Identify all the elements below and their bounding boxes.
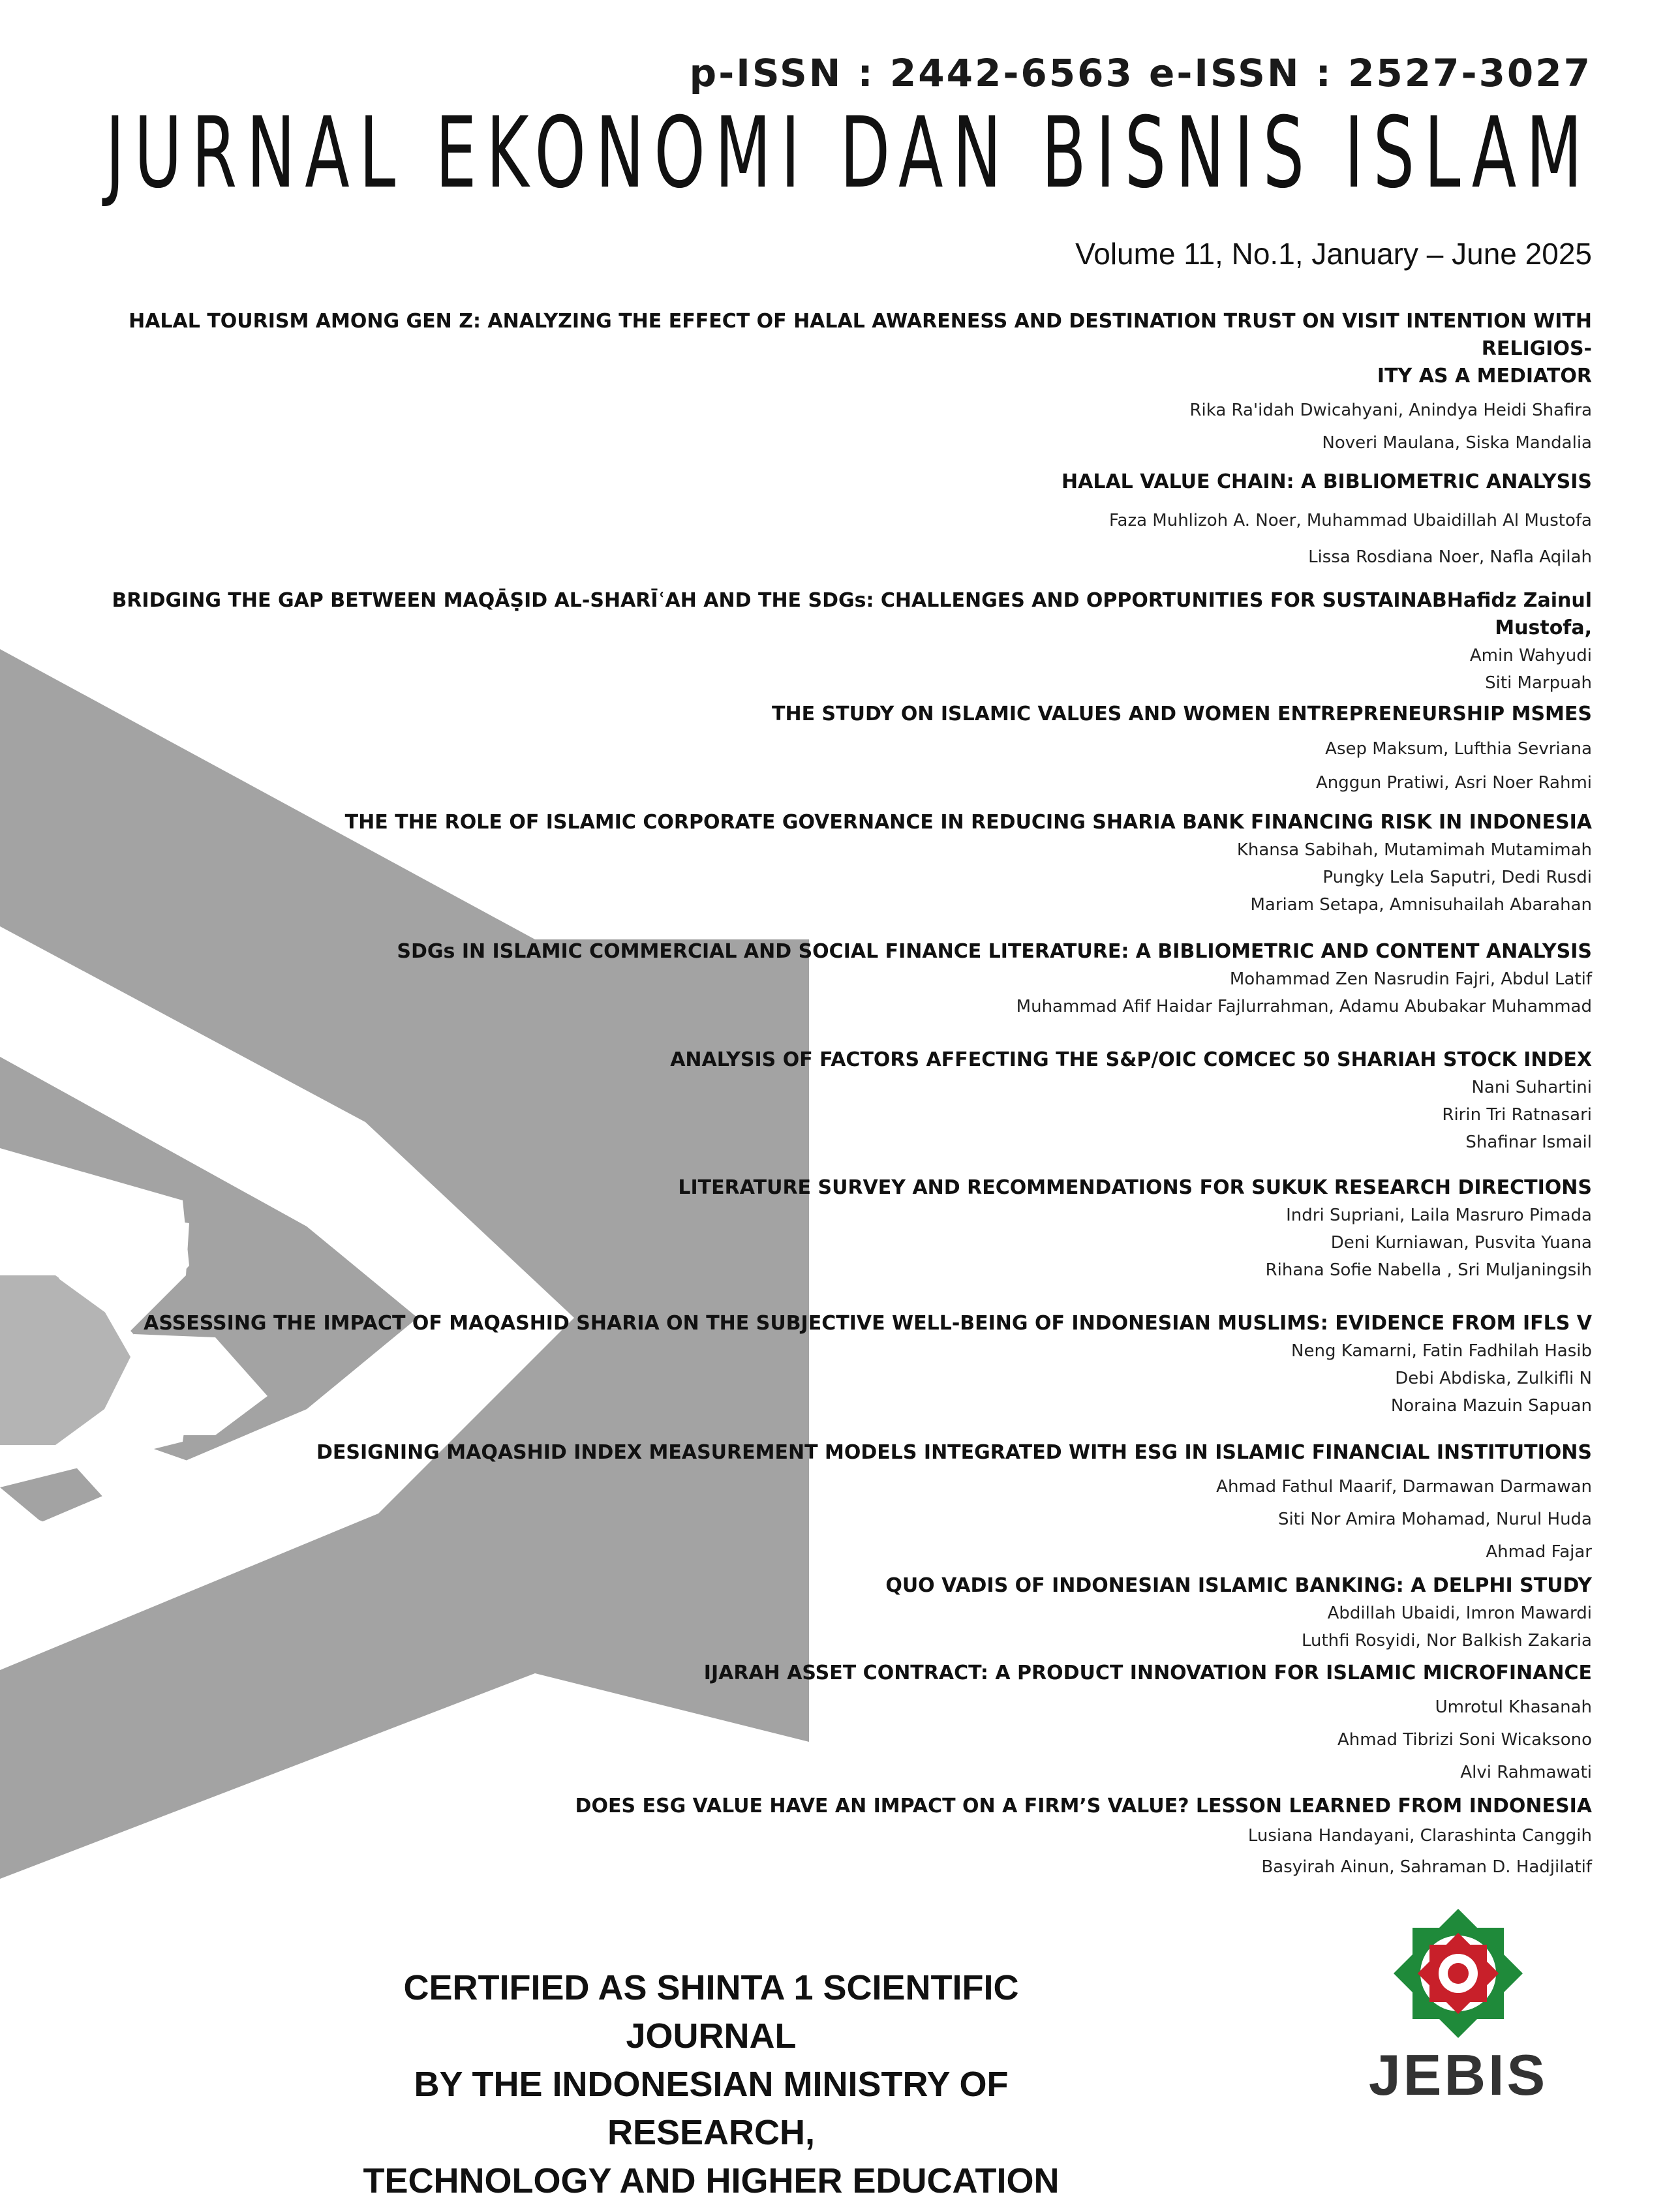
article-authors: Mohammad Zen Nasrudin Fajri, Abdul Latif — [1229, 969, 1592, 989]
article-title: THE STUDY ON ISLAMIC VALUES AND WOMEN ENTREPRENEURSHIP MSMES — [772, 703, 1592, 725]
article-entry — [13, 809, 1592, 919]
article-authors: Ahmad Tibrizi Soni Wicaksono — [1337, 1730, 1592, 1750]
article-authors: Lusiana Handayani, Clarashinta Canggih — [1247, 1826, 1592, 1846]
article-authors: Faza Muhlizoh A. Noer, Muhammad Ubaidillah Al Mustofa — [1108, 511, 1592, 530]
article-authors: Noraina Mazuin Sapuan — [1390, 1396, 1592, 1416]
article-authors: Noveri Maulana, Siska Mandalia — [1322, 433, 1592, 453]
article-authors: Mariam Setapa, Amnisuhailah Abarahan — [1250, 895, 1592, 915]
certification-line: BY THE INDONESIAN MINISTRY OF RESEARCH, — [414, 2065, 1009, 2152]
article-authors: Umrotul Khasanah — [1435, 1697, 1592, 1717]
jebis-logo — [1360, 1908, 1556, 2117]
article-title: HALAL VALUE CHAIN: A BIBLIOMETRIC ANALYSIS — [1061, 470, 1592, 493]
article-title: QUO VADIS OF INDONESIAN ISLAMIC BANKING: A DELPHI STUDY — [885, 1574, 1592, 1597]
article-title: IJARAH ASSET CONTRACT: A PRODUCT INNOVATION FOR ISLAMIC MICROFINANCE — [703, 1662, 1592, 1684]
article-authors: Pungky Lela Saputri, Dedi Rusdi — [1322, 868, 1592, 887]
article-authors: Asep Maksum, Lufthia Sevriana — [1325, 739, 1592, 759]
article-authors: Khansa Sabihah, Mutamimah Mutamimah — [1236, 840, 1592, 860]
article-title: ANALYSIS OF FACTORS AFFECTING THE S&P/OIC COMCEC 50 SHARIAH STOCK INDEX — [670, 1048, 1592, 1071]
article-title: THE THE ROLE OF ISLAMIC CORPORATE GOVERNANCE IN REDUCING SHARIA BANK FINANCING RISK IN INDONESIA — [344, 811, 1592, 834]
issn-numbers: p-ISSN : 2442-6563 e-ISSN : 2527-3027 — [689, 51, 1592, 95]
article-entry — [13, 1793, 1592, 1883]
article-title: LITERATURE SURVEY AND RECOMMENDATIONS FOR SUKUK RESEARCH DIRECTIONS — [678, 1176, 1592, 1199]
article-authors: Rika Ra'idah Dwicahyani, Anindya Heidi Shafira — [1189, 401, 1592, 420]
article-authors: Amin Wahyudi — [1469, 646, 1592, 665]
jebis-star-logo-icon — [1360, 1908, 1556, 2045]
article-authors: Deni Kurniawan, Pusvita Yuana — [1330, 1233, 1592, 1253]
certification-statement — [339, 1964, 1083, 2205]
article-authors: Siti Marpuah — [1485, 673, 1592, 693]
article-authors: Rihana Sofie Nabella , Sri Muljaningsih — [1265, 1260, 1592, 1280]
article-title: SDGs IN ISLAMIC COMMERCIAL AND SOCIAL FINANCE LITERATURE: A BIBLIOMETRIC AND CONTENT ANALYSIS — [397, 940, 1592, 963]
article-entry — [13, 1572, 1592, 1654]
article-authors: Lissa Rosdiana Noer, Nafla Aqilah — [1308, 547, 1592, 567]
table-of-contents — [13, 308, 1592, 1883]
article-authors: Ririn Tri Ratnasari — [1442, 1105, 1592, 1125]
journal-title: JURNAL EKONOMI DAN BISNIS ISLAM — [105, 97, 1592, 210]
article-entry — [13, 308, 1592, 459]
article-authors: Debi Abdiska, Zulkifli N — [1395, 1369, 1592, 1388]
volume-issue: Volume 11, No.1, January – June 2025 — [1075, 237, 1592, 271]
article-title: DESIGNING MAQASHID INDEX MEASUREMENT MODELS INTEGRATED WITH ESG IN ISLAMIC FINANCIAL INSTITUTIONS — [316, 1441, 1592, 1464]
article-authors: Basyirah Ainun, Sahraman D. Hadjilatif — [1261, 1857, 1592, 1877]
article-authors: Neng Kamarni, Fatin Fadhilah Hasib — [1291, 1341, 1592, 1361]
article-title: ASSESSING THE IMPACT OF MAQASHID SHARIA ON THE SUBJECTIVE WELL-BEING OF INDONESIAN MUSLIMS: EVIDENCE FROM IFLS V — [144, 1312, 1592, 1335]
article-authors: Siti Nor Amira Mohamad, Nurul Huda — [1277, 1510, 1592, 1529]
article-authors: Indri Supriani, Laila Masruro Pimada — [1286, 1206, 1592, 1225]
article-title: DOES ESG VALUE HAVE AN IMPACT ON A FIRM’S VALUE? LESSON LEARNED FROM INDONESIA — [575, 1795, 1592, 1817]
article-authors: Ahmad Fajar — [1486, 1542, 1592, 1562]
article-entry — [13, 468, 1592, 575]
article-authors: Anggun Pratiwi, Asri Noer Rahmi — [1315, 773, 1592, 793]
article-authors: Ahmad Fathul Maarif, Darmawan Darmawan — [1216, 1477, 1592, 1497]
certification-line: CERTIFIED AS SHINTA 1 SCIENTIFIC JOURNAL — [403, 1968, 1019, 2056]
article-entry — [13, 1310, 1592, 1420]
article-authors: Nani Suhartini — [1471, 1078, 1592, 1097]
article-entry — [13, 938, 1592, 1020]
article-entry — [13, 1174, 1592, 1284]
article-entry — [13, 1439, 1592, 1568]
article-entry — [13, 1046, 1592, 1156]
article-title: BRIDGING THE GAP BETWEEN MAQĀṢID AL-SHARĪʿAH AND THE SDGs: CHALLENGES AND OPPORTUNITIES FOR SUSTAINABHafidz Zainul Mustofa, — [112, 589, 1592, 639]
article-authors: Abdillah Ubaidi, Imron Mawardi — [1327, 1604, 1592, 1623]
article-authors: Shafinar Ismail — [1465, 1133, 1592, 1152]
article-entry — [13, 1660, 1592, 1789]
article-authors: Luthfi Rosyidi, Nor Balkish Zakaria — [1301, 1631, 1592, 1650]
article-title: ITY AS A MEDIATOR — [1377, 365, 1592, 388]
article-authors: Alvi Rahmawati — [1460, 1763, 1592, 1782]
article-authors: Muhammad Afif Haidar Fajlurrahman, Adamu Abubakar Muhammad — [1016, 997, 1592, 1016]
article-title: HALAL TOURISM AMONG GEN Z: ANALYZING THE EFFECT OF HALAL AWARENESS AND DESTINATION TRUST ON VISIT INTENTION WITH RELIGIOS- — [129, 310, 1592, 360]
logo-text: JEBIS — [1368, 2043, 1548, 2107]
article-entry — [13, 587, 1592, 697]
certification-line: TECHNOLOGY AND HIGHER EDUCATION — [363, 2161, 1060, 2200]
article-entry — [13, 701, 1592, 800]
